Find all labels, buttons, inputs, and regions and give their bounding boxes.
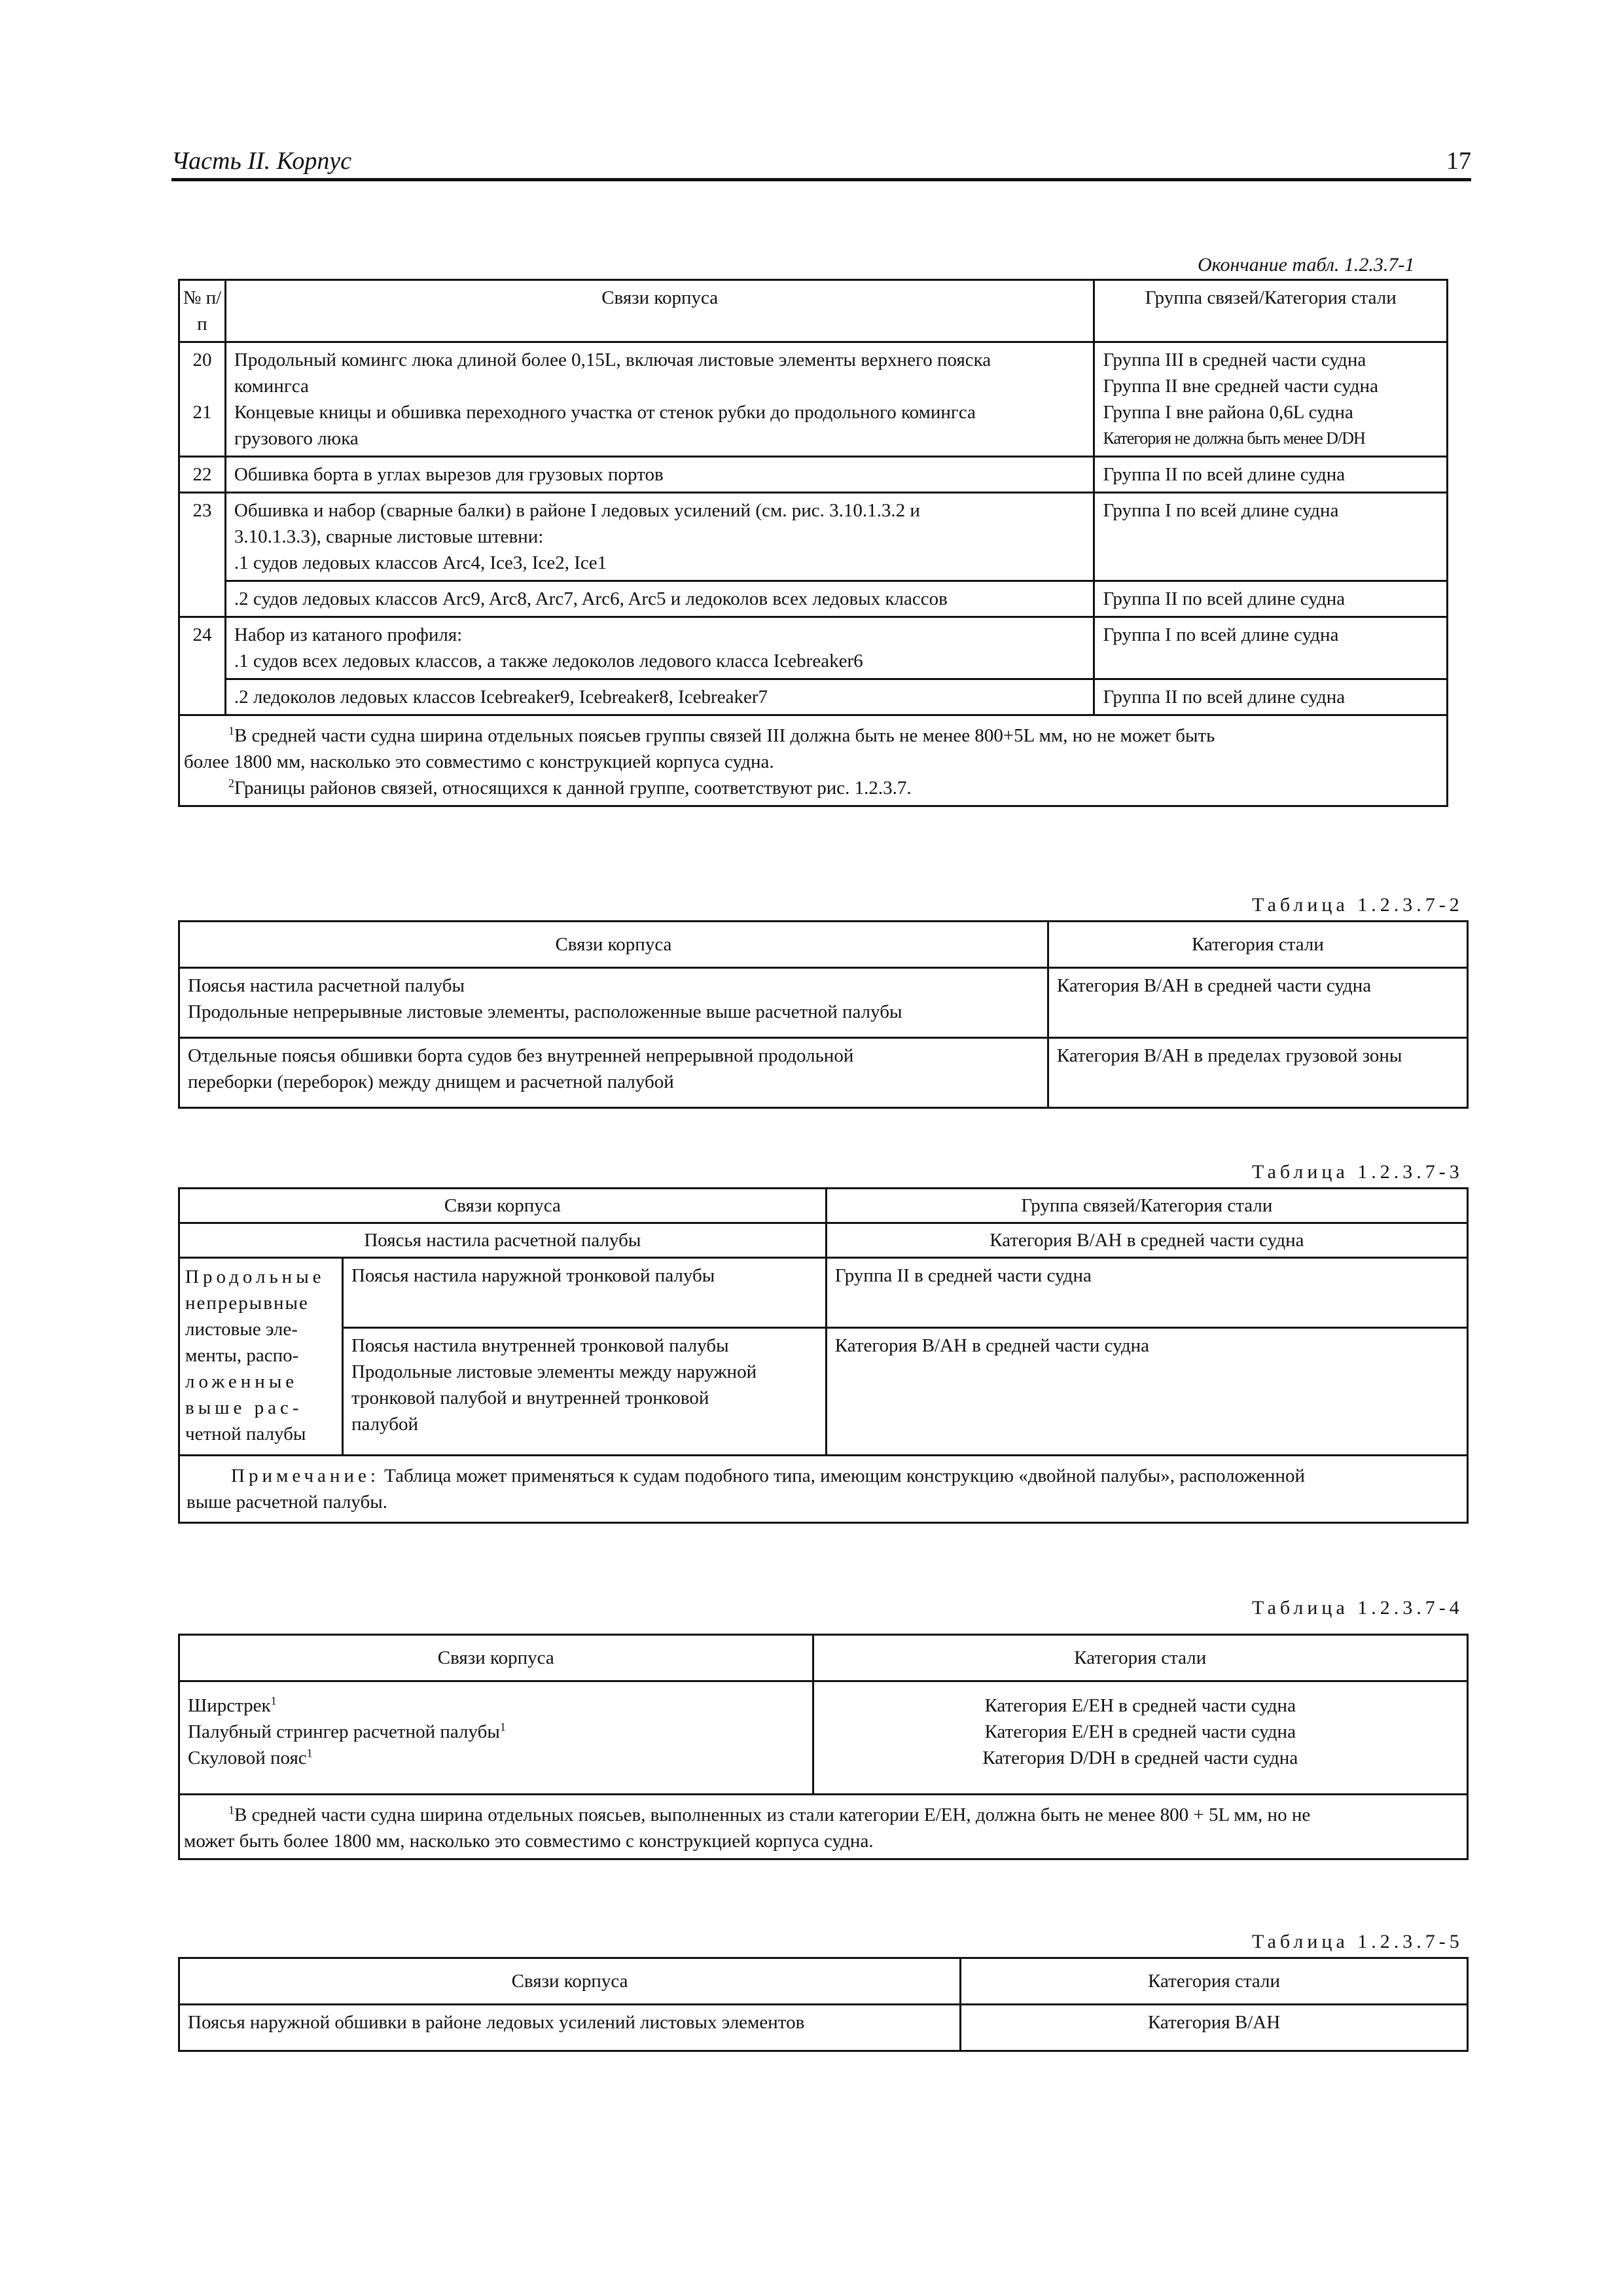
note-label: Примечание: (231, 1465, 380, 1486)
table-note-cell: Примечание: Таблица может применяться к судам подобного типа, имеющим конструкцию «двойной палубы», расположенной выше расчетной палубы. (179, 1456, 1468, 1523)
table-row (179, 1038, 1468, 1108)
table-row (179, 679, 1448, 715)
table2-caption: Таблица 1.2.3.7-2 (1252, 894, 1463, 916)
header-rule (171, 178, 1471, 181)
side-label: Продольные непрерывные листовые эле- менты, распо- ложенные выше рас- четной палубы (179, 1258, 343, 1456)
table-header-row (179, 1189, 1468, 1223)
row-number: 20 21 (179, 342, 226, 457)
table-1-2-3-7-1 (178, 279, 1448, 807)
row-number: 22 (179, 457, 226, 493)
row-category: Категория B/AH в пределах грузовой зоны (1048, 1038, 1467, 1108)
table-row (179, 617, 1448, 679)
row-category: Группа II в средней части судна (826, 1258, 1467, 1328)
table-row (179, 1258, 1468, 1328)
row-group: Группа I по всей длине судна (1094, 493, 1448, 581)
header-col1: Связи корпуса (179, 1635, 813, 1681)
table-row (179, 2005, 1468, 2051)
table-row (179, 1681, 1468, 1795)
section-title: Часть II. Корпус (171, 147, 352, 175)
row-category: Категория E/EH в средней части судна Категория E/EH в средней части судна Категория D/DH в средней части судна (813, 1681, 1467, 1795)
footnotes: $^1$В средней части судна ширина отдельных поясьев группы связей III должна быть не менее 800+5L мм, но не может быть более 1800 мм, насколько это совместимо с конструкцией корпуса судна. $^2$Границы районов связей, относящихся к данной группе, соответствуют рис. 1.2.3.7. (179, 715, 1448, 806)
row-text: Продольный комингс люка длиной более 0,15L, включая листовые элементы верхнего пояска комингса Концевые кницы и обшивка переходного участка от стенок рубки до продольного комингса грузового люка (225, 342, 1094, 457)
row-number: 23 (179, 493, 226, 617)
header-col1: Связи корпуса (179, 922, 1048, 968)
page-number: 17 (1446, 147, 1471, 175)
row-text: Отдельные поясья обшивки борта судов без внутренней непрерывной продольной переборки (переборок) между днищем и расчетной палубой (179, 1038, 1048, 1108)
row-group: Группа II по всей длине судна (1094, 581, 1448, 617)
table-row (179, 342, 1448, 457)
header-col1: Связи корпуса (179, 1189, 827, 1223)
row-category: Категория B/AH в средней части судна (826, 1223, 1467, 1258)
table3-caption: Таблица 1.2.3.7-3 (1252, 1161, 1463, 1183)
table-header-row (179, 280, 1448, 342)
table-row (179, 581, 1448, 617)
table4-caption: Таблица 1.2.3.7-4 (1252, 1597, 1463, 1619)
header-col2: Категория стали (961, 1958, 1468, 2005)
table-row (179, 493, 1448, 581)
table-footnotes (179, 1795, 1468, 1859)
table1-caption: Окончание табл. 1.2.3.7-1 (1198, 254, 1415, 276)
table-1-2-3-7-2 (178, 920, 1469, 1109)
table-header-row (179, 1635, 1468, 1681)
row-category: Категория B/AH (961, 2005, 1468, 2051)
table-row (179, 1223, 1468, 1258)
table-header-row (179, 922, 1468, 968)
row-text: Поясья настила наружной тронковой палубы (342, 1258, 826, 1328)
table5-caption: Таблица 1.2.3.7-5 (1252, 1931, 1463, 1952)
row-text: Поясья наружной обшивки в районе ледовых усилений листовых элементов (179, 2005, 961, 2051)
footnotes: $^1$В средней части судна ширина отдельных поясьев, выполненных из стали категории E/EH, должна быть не менее 800 + 5L мм, но не может быть более 1800 мм, насколько это совместимо с конструкцией корпуса судна. (179, 1795, 1468, 1859)
row-text: Поясья настила расчетной палубы Продольные непрерывные листовые элементы, расположенные выше расчетной палубы (179, 968, 1048, 1038)
table-row (179, 1328, 1468, 1456)
header-col1: Связи корпуса (179, 1958, 961, 2005)
table-footnotes (179, 715, 1448, 806)
row-text: .2 судов ледовых классов Arc9, Arc8, Arc7, Arc6, Arc5 и ледоколов всех ледовых классов (225, 581, 1094, 617)
table-note (179, 1456, 1468, 1523)
row-text: Поясья настила расчетной палубы (179, 1223, 827, 1258)
row-group: Группа II по всей длине судна (1094, 457, 1448, 493)
row-category: Категория B/AH в средней части судна (826, 1328, 1467, 1456)
row-category: Категория B/AH в средней части судна (1048, 968, 1467, 1038)
table-1-2-3-7-5 (178, 1957, 1469, 2052)
row-text: Поясья настила внутренней тронковой палубы Продольные листовые элементы между наружной тронковой палубой и внутренней тронковой палубой (342, 1328, 826, 1456)
header-col2: Группа связей/Категория стали (826, 1189, 1467, 1223)
row-group: Группа II по всей длине судна (1094, 679, 1448, 715)
row-number: 24 (179, 617, 226, 715)
row-text: Ширстрек$^1$ Палубный стрингер расчетной палубы$^1$ Скуловой пояс$^1$ (179, 1681, 813, 1795)
row-group: Группа III в средней части судна Группа II вне средней части судна Группа I вне района 0,6L судна Категория не должна быть менее D/DH (1094, 342, 1448, 457)
table-row (179, 968, 1468, 1038)
running-header (171, 145, 1471, 179)
header-col2: Категория стали (813, 1635, 1467, 1681)
header-col2: Категория стали (1048, 922, 1467, 968)
row-text: .2 ледоколов ледовых классов Icebreaker9, Icebreaker8, Icebreaker7 (225, 679, 1094, 715)
row-group: Группа I по всей длине судна (1094, 617, 1448, 679)
header-col1: Связи корпуса (225, 280, 1094, 342)
row-text: Обшивка и набор (сварные балки) в районе I ледовых усилений (см. рис. 3.10.1.3.2 и 3.10.1.3.3), сварные листовые штевни: .1 судов ледовых классов Arc4, Ice3, Ice2, Ice1 (225, 493, 1094, 581)
table-1-2-3-7-3 (178, 1187, 1469, 1524)
header-num: № п/п (179, 280, 226, 342)
row-text: Набор из катаного профиля: .1 судов всех ледовых классов, а также ледоколов ледового класса Icebreaker6 (225, 617, 1094, 679)
table-row (179, 457, 1448, 493)
row-text: Обшивка борта в углах вырезов для грузовых портов (225, 457, 1094, 493)
table-header-row (179, 1958, 1468, 2005)
header-col2: Группа связей/Категория стали (1094, 280, 1448, 342)
table-1-2-3-7-4 (178, 1634, 1469, 1860)
